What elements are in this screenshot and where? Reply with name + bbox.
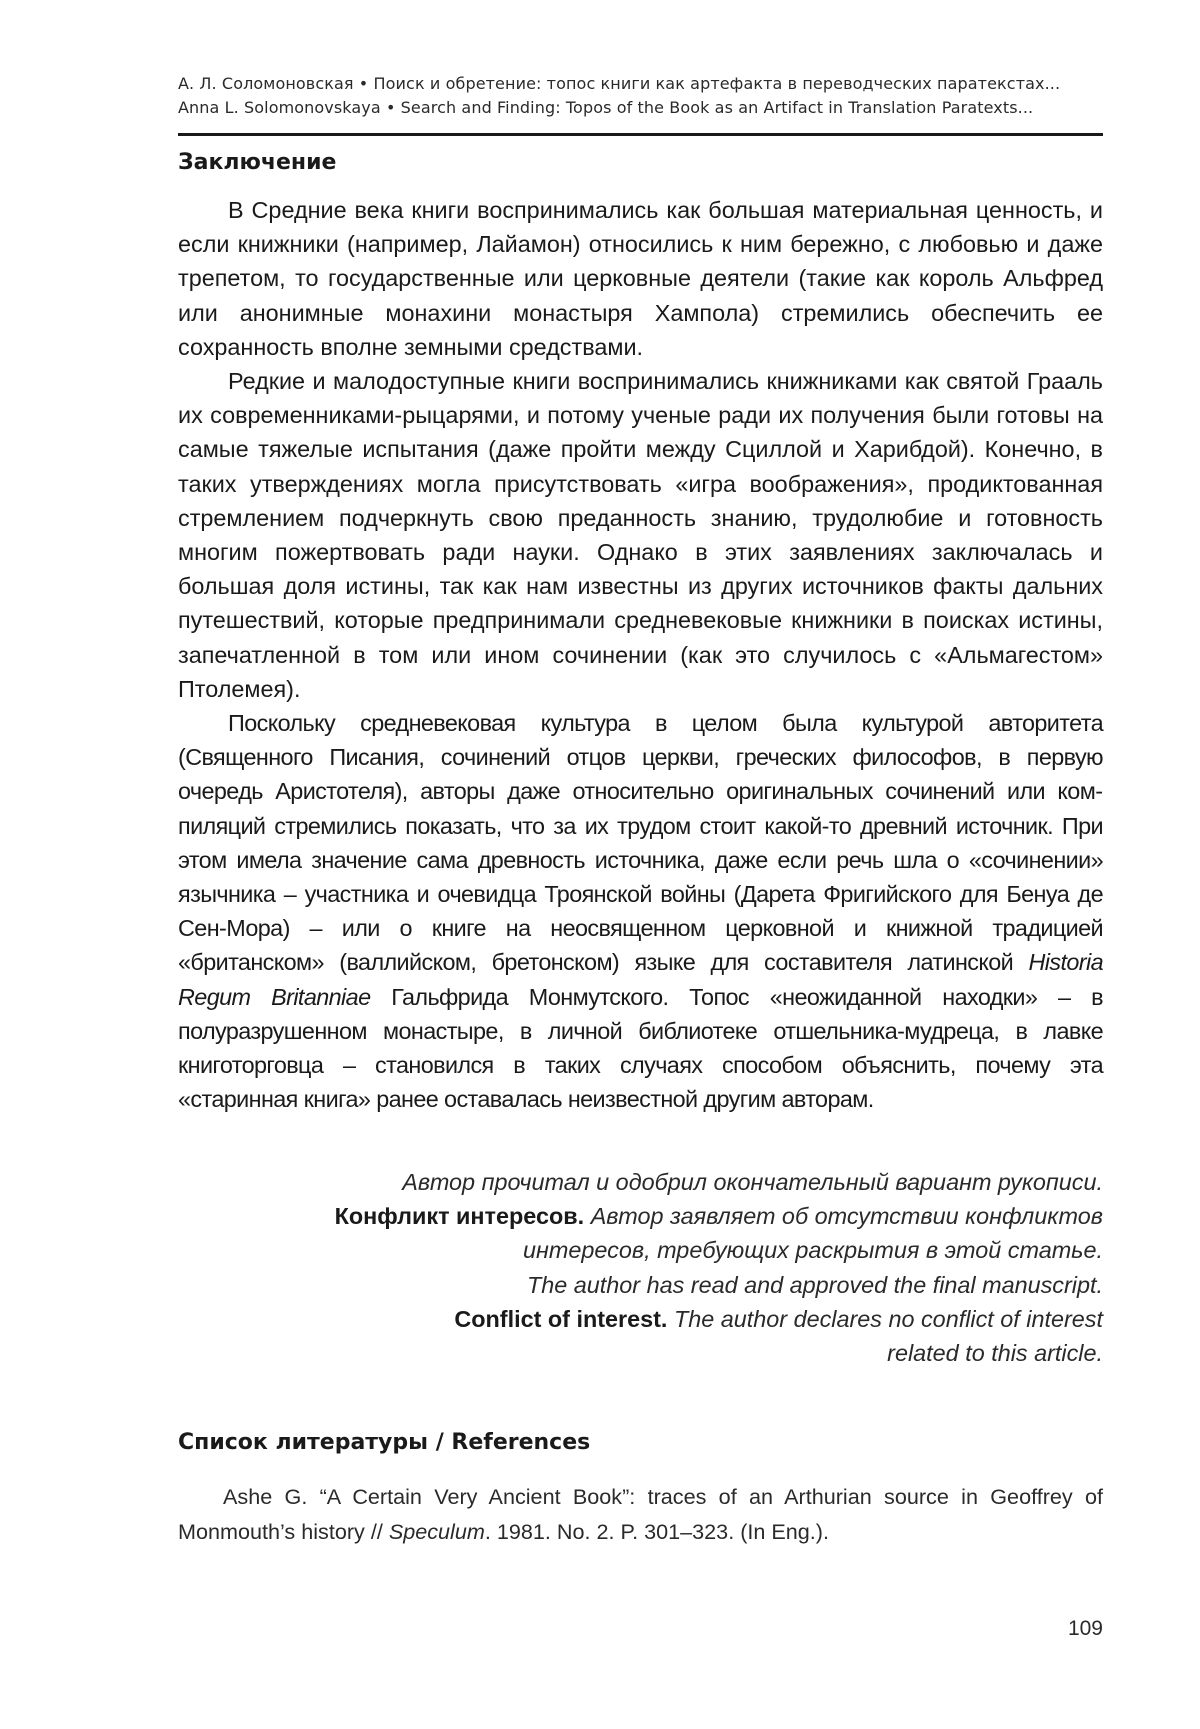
- reference-text-after: . 1981. No. 2. P. 301–323. (In Eng.).: [484, 1518, 829, 1544]
- en-conflict-text-line-2: related to this article.: [887, 1340, 1103, 1367]
- en-conflict-text-line-1: The author declares no conflict of interest: [673, 1305, 1103, 1332]
- running-head: [178, 72, 1103, 120]
- reference-item: [178, 1480, 1103, 1549]
- ru-approval-statement: Автор прочитал и одобрил окончательный вариант рукописи.: [402, 1169, 1103, 1195]
- en-conflict-label: Conflict of interest.: [454, 1305, 668, 1332]
- references-list: [178, 1480, 1103, 1549]
- conclusion-paragraph-2: Редкие и малодоступные книги воспринимались книжниками как святой Грааль их современниками-рыцарями, и потому ученые ради их получения были готовы на самые тяжелые испытания (даже пройти между Сциллой и Харибдой). Конечно, в таких утверждениях могла присутствовать «игра воображения», продиктованная стремлением подчеркнуть свою преданность знанию, трудолюбие и готовность многим пожертвовать ради науки. Однако в этих заявлениях заключалась и большая доля истины, так как нам известны из других источников факты дальних путешествий, которые предпринимали средневековые книжники в поисках истины, запечатленной в том или ином сочинении (как это случилось с «Альмагестом» Птолемея).: [178, 368, 1103, 702]
- page-number: 109: [1067, 1617, 1103, 1640]
- running-head-english: Anna L. Solomonovskaya • Search and Finding: Topos of the Book as an Artifact in Translation Paratexts...: [178, 98, 1034, 117]
- en-approval-statement: The author has read and approved the final manuscript.: [526, 1271, 1103, 1298]
- ru-conflict-text-line-1: Автор заявляет об отсутствии конфликтов: [590, 1203, 1103, 1230]
- en-conflict-statement: [178, 1302, 1103, 1336]
- conclusion-heading: Заключение: [178, 150, 337, 175]
- reference-text-before: Ashe G. “A Certain Very Ancient Book”: traces of an Arthurian source in Geoffrey of Monmouth’s history //: [178, 1484, 1103, 1544]
- header-rule-divider: [178, 133, 1103, 136]
- paragraph-3-text-part-1: Поскольку средневековая культура в целом была культурой авторитета (Священного Писания, сочинений отцов церкви, греческих философов, в первую очередь Аристотеля), авторы даже относительно оригинальных сочинений или компиляций стремились показать, что за их трудом стоит какой-то древний источник. При этом имела значение сама древность источника, даже если речь шла о «сочинении» язычника – участника и очевидца Троянской войны (Дарета Фригийского для Бенуа де Сен-Мора) – или о книге на неосвященном церковной и книжной традицией «британском» (валлийском, бретонском) языке для составителя латинской: [178, 710, 1103, 976]
- paragraph-3-text-part-2: Гальфрида Монмутского. Топос «неожиданной находки» – в полуразрушенном монастыре, в личной библиотеке отшельника-мудреца, в лавке книготорговца – становился в таких случаях способом объяснить, почему эта «старинная книга» ранее оставалась неизвестной другим авторам.: [178, 983, 1103, 1113]
- ru-conflict-label: Конфликт интересов.: [334, 1203, 585, 1230]
- conclusion-body: [178, 193, 1103, 1116]
- historia-regum-britanniae-title: Historia Regum Britanniae: [178, 949, 1103, 1010]
- references-heading: Список литературы / References: [178, 1430, 591, 1455]
- reference-journal-title: Speculum: [388, 1518, 485, 1544]
- ru-conflict-statement: [178, 1199, 1103, 1233]
- ru-conflict-text-line-2: интересов, требующих раскрытия в этой статье.: [523, 1237, 1103, 1264]
- conclusion-paragraph-3: [178, 706, 1103, 1116]
- running-head-russian: А. Л. Соломоновская • Поиск и обретение: топос книги как артефакта в переводческих паратекстах...: [178, 74, 1061, 93]
- conclusion-paragraph-1: В Средние века книги воспринимались как большая материальная ценность, и если книжники (например, Лайамон) относились к ним бережно, с любовью и даже трепетом, то государственные или церковные деятели (такие как король Альфред или анонимные монахини монастыря Хампола) стремились обеспечить ее сохранность вполне земными средствами.: [178, 197, 1103, 360]
- author-declarations: [178, 1165, 1103, 1370]
